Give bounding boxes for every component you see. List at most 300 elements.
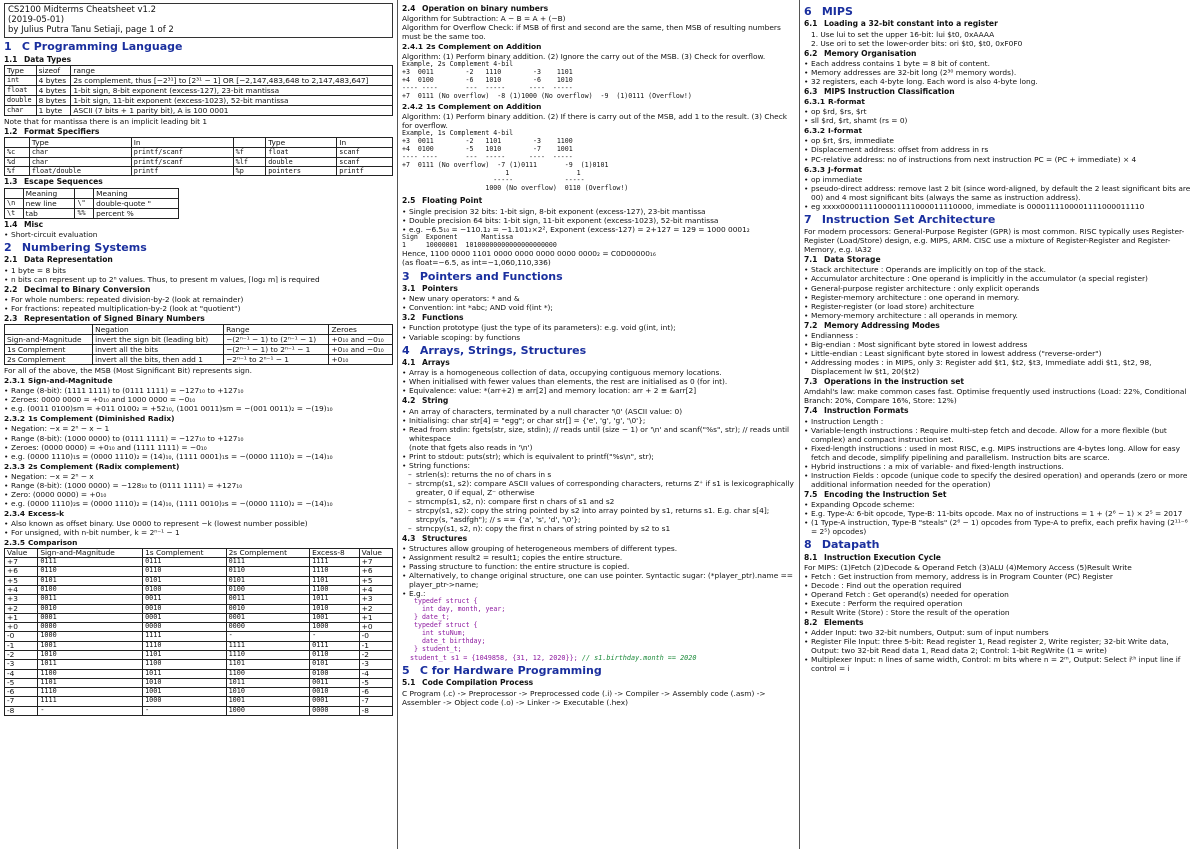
float-as: (as float=−6.5, as int=−1,060,110,336) [402, 258, 551, 268]
table-cell: 0010 [143, 604, 227, 613]
float-bits-example: Sign Exponent Mantissa 1 10000001 10100000000000000000000 [402, 232, 557, 249]
column-header: In [131, 138, 233, 148]
table-cell: 0010 [38, 604, 143, 613]
subsubsection-heading: 6.3.2 I-format [804, 126, 862, 136]
list-item: • Variable scoping: by functions [402, 333, 795, 342]
table-row [5, 688, 393, 697]
section-heading: 6 MIPS [804, 5, 853, 18]
table-cell: printf [131, 166, 233, 175]
table-cell: printf/scanf [131, 148, 233, 157]
table-cell: 0001 [143, 613, 227, 622]
table-cell: +4 [359, 586, 392, 595]
list-item: • op $rt, $rs, immediate [804, 136, 1196, 145]
list-item: • Little-endian : Least significant byte stored in lowest address ("reverse-order") [804, 349, 1196, 358]
list-item: • Accumulator architecture : One operand is implicitly in the accumulator (a special register) [804, 274, 1196, 283]
table-cell: printf [337, 166, 393, 175]
table-cell: 0110 [143, 567, 227, 576]
list-item: • Memory addresses are 32-bit long (2³⁰ memory words). [804, 68, 1196, 77]
table-cell: -7 [5, 697, 38, 706]
table-cell: scanf [337, 157, 393, 166]
list-item: • Displacement address: offset from address in rs [804, 145, 1196, 154]
ones-complement-list [4, 424, 393, 460]
table-row [5, 148, 393, 157]
table-cell: -8 [359, 706, 392, 715]
list-item: • Read from stdin: fgets(str, size, stdin); // reads until (size − 1) or '\n' and scanf("%s", str); // reads until whitespace [402, 425, 795, 443]
column-header: Type [266, 138, 337, 148]
table-cell: −(2ⁿ⁻¹ − 1) to 2ⁿ⁻¹ − 1 [224, 345, 329, 355]
table-cell: -4 [5, 669, 38, 678]
load32-list [804, 30, 1196, 48]
misc-list [4, 230, 393, 239]
table-cell: Sign-and-Magnitude [5, 335, 93, 345]
table-row [5, 632, 393, 641]
table-cell: 0001 [310, 697, 360, 706]
subsection-heading: 4.2 String [402, 396, 449, 406]
list-item: • Instruction Fields : opcode (unique code to specify the desired operation) and operands (zero or more additional information needed for the operation) [804, 471, 1196, 489]
table-cell: - [38, 706, 143, 715]
list-item: – strncmp(s1, s2, n): compare first n chars of s1 and s2 [402, 497, 795, 506]
table-cell: 0000 [310, 706, 360, 715]
table-header-row [5, 325, 393, 335]
cycle-intro: For MIPS: (1)Fetch (2)Decode & Operand Fetch (3)ALU (4)Memory Access (5)Result Write [804, 562, 1132, 572]
subsubsection-heading: 2.3.2 1s Complement (Diminished Radix) [4, 414, 175, 424]
list-item: • Fixed-length instructions : used in most RISC, e.g. MIPS instructions are 4-bytes long. Allow for easy fetch and decode, simplify pipelining and parallelism. Instruction bits are scarce. [804, 444, 1196, 462]
operations-text: Amdahl's law: make common cases fast. Optimise frequently used instructions (Load: 22%, Conditional Branch: 20%, Compare 16%, Store: 12%) [804, 387, 1187, 406]
table-cell: %p [233, 166, 266, 175]
list-item: • Initialising: char str[4] = "egg"; or char str[] = {'e', 'g', 'g', '\0'}; [402, 416, 795, 425]
pointers-list [402, 294, 795, 312]
list-item: • 1 byte = 8 bits [4, 266, 393, 275]
list-item: • op immediate [804, 175, 1196, 184]
table-cell: -2 [5, 650, 38, 659]
list-item: • Register File Input: three 5-bit: Read register 1, Read register 2, Write register; 32-bit Write data, Output: two 32-bit Read data 1, Read data 2; Control: 1-bit RegWrite (1 = write) [804, 637, 1196, 655]
list-item: • Structures allow grouping of heterogeneous members of different types. [402, 544, 795, 553]
list-item: • sll $rd, $rt, shamt (rs = 0) [804, 116, 1196, 125]
section-heading: 8 Datapath [804, 538, 880, 552]
table-cell: %% [75, 208, 94, 218]
table-cell: 1110 [310, 567, 360, 576]
list-item: • Memory-memory architecture : all operands in memory. [804, 311, 1196, 320]
list-item: – strcmp(s1, s2): compare ASCII values of corresponding characters, returns Z⁺ if s1 is lexicographically greater, 0 if equal, Z⁻ otherwise [402, 479, 795, 497]
table-cell: invert all the bits, then add 1 [93, 355, 224, 365]
data-storage-list [804, 265, 1196, 319]
floating-point-list [402, 207, 795, 234]
list-item: • Endianness : [804, 331, 1196, 340]
table-cell: 1010 [226, 688, 310, 697]
list-item: • Assignment result2 = result1; copies the entire structure. [402, 553, 795, 562]
list-item: • Addressing modes : in MIPS, only 3: Register add $t1, $t2, $t3, Immediate addi $t1, $t2, 98, Displacement lw $t1, 20($t2) [804, 358, 1196, 376]
datatypes-note: Note that for mantissa there is an implicit leading bit 1 [4, 117, 208, 127]
list-item: • New unary operators: * and & [402, 294, 795, 303]
list-item: • Zeroes: (0000 0000) = +0₁₀ and (1111 1111) = −0₁₀ [4, 443, 393, 452]
memory-organisation-list [804, 59, 1196, 86]
list-item: 1. Use lui to set the upper 16-bit: lui $t0, 0xAAAA [811, 29, 995, 39]
table-cell: 1111 [143, 632, 227, 641]
subsubsection-heading: 2.4.2 1s Complement on Addition [402, 101, 542, 111]
list-item: • For fractions: repeated multiplication-by-2 (look at "quotient") [4, 304, 393, 313]
table-cell: 0100 [143, 586, 227, 595]
table-cell: double-quote " [94, 198, 179, 208]
table-row [5, 613, 393, 622]
table-cell: 0100 [310, 669, 360, 678]
arrays-list [402, 368, 795, 395]
subsection-heading: 8.2 Elements [804, 618, 864, 628]
table-cell: tab [23, 208, 75, 218]
table-cell: -3 [5, 660, 38, 669]
doc-title: CS2100 Midterms Cheatsheet v1.2 [8, 5, 157, 15]
table-cell: +0₁₀ and −0₁₀ [329, 345, 393, 355]
table-cell: +1 [359, 613, 392, 622]
subsection-heading: 6.2 Memory Organisation [804, 48, 917, 58]
signed-representation-table [4, 324, 393, 365]
column-header [5, 138, 30, 148]
subsubsection-heading: 2.3.4 Excess-k [4, 508, 64, 518]
table-cell: 0000 [226, 623, 310, 632]
table-cell: 0000 [143, 623, 227, 632]
list-item: • Instruction Length : [804, 417, 1196, 426]
list-item: • Each address contains 1 byte = 8 bit of content. [804, 59, 1196, 68]
table-cell: char [5, 106, 37, 116]
table-cell: +7 [5, 558, 38, 567]
table-cell: +4 [5, 586, 38, 595]
list-item: – strlen(s): returns the no of chars in s [402, 470, 795, 479]
table-cell: +6 [359, 567, 392, 576]
string-list-2 [402, 452, 795, 470]
table-row [5, 345, 393, 355]
table-cell: 2s complement, thus [−2³¹] to [2³¹ − 1] OR [−2,147,483,648 to 2,147,483,647] [71, 75, 393, 85]
table-cell: 0101 [143, 576, 227, 585]
dec2bin-list [4, 295, 393, 313]
subsection-heading: 6.3 MIPS Instruction Classification [804, 87, 955, 97]
column-header: Value [5, 548, 38, 557]
table-cell: scanf [337, 148, 393, 157]
table-cell: 1-bit sign, 11-bit exponent (excess-1023), 52-bit mantissa [71, 96, 393, 106]
subsection-heading: 7.5 Encoding the Instruction Set [804, 489, 947, 499]
table-cell: -3 [359, 660, 392, 669]
list-item: • Short-circuit evaluation [4, 230, 393, 239]
table-cell: 1000 [226, 706, 310, 715]
table-cell: 1010 [38, 650, 143, 659]
table-cell: 1s Complement [5, 345, 93, 355]
table-cell: 1101 [143, 650, 227, 659]
section-heading: 7 Instruction Set Architecture [804, 212, 996, 226]
doc-author: by Julius Putra Tanu Setiaji, page 1 of 2 [8, 24, 174, 35]
table-row [5, 604, 393, 613]
subtraction-algorithm: Algorithm for Subtraction: A − B = A + (−B) [402, 14, 566, 24]
list-item: • Array is a homogeneous collection of data, occupying contiguous memory locations. [402, 368, 795, 377]
subsubsection-heading: 2.3.5 Comparison [4, 537, 78, 547]
table-header-row [5, 188, 179, 198]
list-item: • String functions: [402, 461, 795, 470]
table-cell: +3 [5, 595, 38, 604]
column-header: range [71, 65, 393, 75]
i-format-list [804, 136, 1196, 163]
subsection-heading: 7.3 Operations in the instruction set [804, 377, 965, 387]
list-item: • Big-endian : Most significant byte stored in lowest address [804, 340, 1196, 349]
list-item: • Single precision 32 bits: 1-bit sign, 8-bit exponent (excess-127), 23-bit mantissa [402, 207, 795, 216]
subsection-heading: 3.1 Pointers [402, 283, 458, 293]
table-cell: 0101 [38, 576, 143, 585]
table-cell: %lf [233, 157, 266, 166]
table-cell: 1100 [310, 586, 360, 595]
addressing-modes-list [804, 331, 1196, 376]
table-cell: 0111 [226, 558, 310, 567]
list-item: • op $rd, $rs, $rt [804, 107, 1196, 116]
table-cell: new line [23, 198, 75, 208]
section-heading: 2 Numbering Systems [4, 240, 147, 254]
table-cell: 1-bit sign, 8-bit exponent (excess-127), 23-bit mantissa [71, 86, 393, 96]
table-row [5, 706, 393, 715]
table-cell: +5 [5, 576, 38, 585]
table-cell: 0110 [38, 567, 143, 576]
list-item: • Passing structure to function: the entire structure is copied. [402, 562, 795, 571]
table-cell: 2s Complement [5, 355, 93, 365]
table-cell: 4 bytes [36, 86, 71, 96]
column-2 [398, 0, 800, 849]
document-header [4, 3, 393, 38]
list-item: • n bits can represent up to 2ⁿ values. Thus, to present m values, ⌈log₂ m⌉ is required [4, 275, 393, 284]
signed-note: For all of the above, the MSB (Most Significant Bit) represents sign. [4, 366, 252, 376]
column-header: Negation [93, 325, 224, 335]
table-cell: -1 [359, 641, 392, 650]
subsection-heading: 7.2 Memory Addressing Modes [804, 320, 940, 330]
table-cell: percent % [94, 208, 179, 218]
subsubsection-heading: 2.3.3 2s Complement (Radix complement) [4, 461, 180, 471]
table-cell: double [266, 157, 337, 166]
list-item: • Operand Fetch : Get operand(s) needed for operation [804, 590, 1196, 599]
list-item: • Print to stdout: puts(str); which is equivalent to printf("%s\n", str); [402, 452, 795, 461]
table-cell: invert all the bits [93, 345, 224, 355]
list-item: • Expanding Opcode scheme: [804, 500, 1196, 509]
subsection-heading: 4.1 Arrays [402, 357, 450, 367]
table-cell: 1100 [38, 669, 143, 678]
isa-intro: For modern processors: General-Purpose Register (GPR) is most common. RISC typically uses Register-Register (Load/Store) design, e.g. MIPS, ARM. CISC use a mixture of Register-Register and Register-Memory, e.g. IA32 [804, 227, 1185, 255]
table-cell: 4 bytes [36, 75, 71, 85]
table-cell: 0100 [38, 586, 143, 595]
column-header [5, 325, 93, 335]
table-cell: +2 [5, 604, 38, 613]
list-item: • eg xxxx0000111100001111000011110000, immediate is 0000111100001111000011110 [804, 202, 1196, 211]
table-row [5, 678, 393, 687]
list-item: • e.g. −6.5₁₀ = −110.1₂ = −1.101₂×2², Exponent (excess-127) = 2+127 = 129 = 1000 0001₂ [402, 225, 795, 234]
list-item: • General-purpose register architecture : only explicit operands [804, 284, 1196, 293]
table-cell: -4 [359, 669, 392, 678]
section-heading: 3 Pointers and Functions [402, 269, 563, 283]
table-header-row [5, 65, 393, 75]
datapath-elements-list [804, 628, 1196, 673]
table-cell: %d [5, 157, 30, 166]
format-specifiers-table [4, 137, 393, 176]
list-item: • Convention: int *abc; AND void f(int *); [402, 303, 795, 312]
overflow-algorithm: Algorithm for Overflow Check: if MSB of first and second are the same, then MSB of resulting numbers must be the same too. [402, 23, 781, 42]
table-cell: 1011 [226, 678, 310, 687]
table-cell: 1101 [310, 576, 360, 585]
subsection-heading: 7.1 Data Storage [804, 255, 881, 265]
table-row [5, 208, 179, 218]
table-cell: 0011 [38, 595, 143, 604]
table-cell: float/double [29, 166, 131, 175]
table-cell: -6 [359, 688, 392, 697]
table-cell: 1011 [310, 595, 360, 604]
list-item: – strncpy(s1, s2, n): copy the first n chars of string pointed by s2 to s1 [402, 524, 795, 533]
table-cell: invert the sign bit (leading bit) [93, 335, 224, 345]
column-header: Range [224, 325, 329, 335]
struct-code-example: typedef struct { int day, month, year; } date_t; typedef struct { int stuNum; date_t birthday; } student_t; [414, 597, 506, 653]
table-row [5, 335, 393, 345]
table-cell: 0111 [310, 641, 360, 650]
table-row [5, 586, 393, 595]
twos-addition-example: Example, 2s Complement 4-bil +3 0011 -2 1110 -3 1101 +4 0100 -6 1010 -6 1010 ---- ---- --- ----- ---- ----- +7 0111 (No overflow) -8 (1)1000 (No overflow) -9 (1)0111 (Overflow!) [402, 60, 692, 101]
table-cell: 1110 [143, 641, 227, 650]
list-item: • Alternatively, to change original structure, one can use pointer. Syntactic sugar: (*player_ptr).name == player_ptr->name; [402, 571, 795, 589]
table-cell: -2 [359, 650, 392, 659]
list-item: • Function prototype (just the type of its parameters): e.g. void g(int, int); [402, 323, 795, 332]
table-cell: 0100 [226, 586, 310, 595]
table-row [5, 355, 393, 365]
table-cell: 0011 [143, 595, 227, 604]
table-cell: 0111 [143, 558, 227, 567]
list-item: • Variable-length instructions : Require multi-step fetch and decode. Allow for a more flexible (but complex) and compact instruction set. [804, 426, 1196, 444]
table-cell: -1 [5, 641, 38, 650]
table-row [5, 198, 179, 208]
subsubsection-heading: 2.4.1 2s Complement on Addition [402, 42, 542, 52]
table-row [5, 106, 393, 116]
column-header: Sign-and-Magnitude [38, 548, 143, 557]
doc-date: (2019-05-01) [8, 14, 65, 25]
table-row [5, 96, 393, 106]
table-row [5, 75, 393, 85]
subsection-heading: 4.3 Structures [402, 533, 468, 543]
table-cell: 1001 [310, 613, 360, 622]
table-cell: 0010 [226, 604, 310, 613]
table-row [5, 166, 393, 175]
table-cell: +5 [359, 576, 392, 585]
column-header: Type [29, 138, 131, 148]
list-item: • For unsigned, with n-bit number, k = 2ⁿ⁻¹ − 1 [4, 528, 393, 537]
subsection-heading: 1.4 Misc [4, 219, 44, 229]
list-item: • Equivalence: value: *(arr+2) ≡ arr[2] and memory location: arr + 2 ≡ &arr[2] [402, 386, 795, 395]
column-header: Value [359, 548, 392, 557]
table-row [5, 595, 393, 604]
list-item: – strcpy(s1, s2): copy the string pointed by s2 into array pointed by s1, returns s1. E.g. char s[4]; strcpy(s, "asdfgh"); // s == {'a', 's', 'd', '\0'}; [402, 506, 795, 524]
subsubsection-heading: 6.3.1 R-format [804, 97, 865, 107]
table-cell: 0110 [226, 567, 310, 576]
float-hence: Hence, 1100 0000 1101 0000 0000 0000 0000 0000₂ = C0D00000₁₆ [402, 249, 656, 259]
section-heading: 5 C for Hardware Programming [402, 664, 602, 678]
table-cell: - [143, 706, 227, 715]
table-cell: −2ⁿ⁻¹ to 2ⁿ⁻¹ − 1 [224, 355, 329, 365]
execution-cycle-list [804, 572, 1196, 617]
table-cell: 8 bytes [36, 96, 71, 106]
table-cell: 1010 [143, 678, 227, 687]
subsubsection-heading: 2.3.1 Sign-and-Magnitude [4, 376, 113, 386]
table-cell: char [29, 148, 131, 157]
table-cell: 1111 [38, 697, 143, 706]
column-header: 1s Complement [143, 548, 227, 557]
table-cell: -5 [5, 678, 38, 687]
list-item: • Decode : Find out the operation required [804, 581, 1196, 590]
table-cell: 1 byte [36, 106, 71, 116]
subsection-heading: 1.1 Data Types [4, 54, 72, 64]
table-cell: +3 [359, 595, 392, 604]
table-cell: 1010 [310, 604, 360, 613]
table-cell: 0011 [310, 678, 360, 687]
list-item: • Adder Input: two 32-bit numbers, Output: sum of input numbers [804, 628, 1196, 637]
table-cell: +2 [359, 604, 392, 613]
table-cell: 1101 [226, 660, 310, 669]
list-item: 2. Use ori to set the lower-order bits: ori $t0, $t0, 0xF0F0 [811, 38, 1023, 48]
table-cell: 1110 [38, 688, 143, 697]
table-cell: 1001 [143, 688, 227, 697]
table-header-row [5, 138, 393, 148]
table-row [5, 650, 393, 659]
list-item: • e.g. (0000 1110)₂s = (0000 1110)₂ = (14)₁₀, (1111 0010)₂s = −(0000 1110)₂ = −(14)₁₀ [4, 499, 393, 508]
datatypes-table [4, 65, 393, 116]
list-item: • Fetch : Get instruction from memory, address is in Program Counter (PC) Register [804, 572, 1196, 581]
column-header [233, 138, 266, 148]
list-item: • Multiplexer Input: n lines of same width, Control: m bits where n = 2ᵐ, Output: Select iᵗʰ input line if control = i [804, 655, 1196, 673]
list-item: • Also known as offset binary. Use 0000 to represent −k (lowest number possible) [4, 519, 393, 528]
column-header: Zeroes [329, 325, 393, 335]
table-row [5, 660, 393, 669]
column-header: sizeof [36, 65, 71, 75]
list-item: • PC-relative address: no of instructions from next instruction PC = (PC + immediate) × 4 [804, 155, 1196, 164]
table-cell: float [5, 86, 37, 96]
subsection-heading: 2.2 Decimal to Binary Conversion [4, 284, 151, 294]
list-item: • 32 registers, each 4-byte long. Each word is also 4-byte long. [804, 77, 1196, 86]
table-cell: 1011 [143, 669, 227, 678]
table-cell: +1 [5, 613, 38, 622]
subsubsection-heading: 6.3.3 J-format [804, 164, 862, 174]
list-item: • Negation: −x = 2ⁿ − x − 1 [4, 424, 393, 433]
list-item: • Register-register (or load store) architecture [804, 302, 1196, 311]
table-cell: 0000 [38, 623, 143, 632]
table-cell: -5 [359, 678, 392, 687]
subsection-heading: 2.3 Representation of Signed Binary Numbers [4, 313, 205, 323]
table-cell: 0001 [226, 613, 310, 622]
twos-complement-list [4, 472, 393, 508]
data-representation-list [4, 266, 393, 284]
struct-code-last [402, 654, 795, 662]
list-item: • Zeroes: 0000 0000 = +0₁₀ and 1000 0000 = −0₁₀ [4, 395, 393, 404]
comparison-table [4, 548, 393, 716]
sign-magnitude-list [4, 386, 393, 413]
table-cell: 0111 [38, 558, 143, 567]
table-cell: −(2ⁿ⁻¹ − 1) to (2ⁿ⁻¹ − 1) [224, 335, 329, 345]
column-3 [800, 0, 1200, 849]
list-item: • Range (8-bit): (1000 0000) = −128₁₀ to (0111 1111) = +127₁₀ [4, 481, 393, 490]
list-item: • Register-memory architecture : one operand in memory. [804, 293, 1196, 302]
table-cell: +0₁₀ [329, 355, 393, 365]
string-list [402, 407, 795, 443]
table-cell: 0001 [38, 613, 143, 622]
table-row [5, 641, 393, 650]
list-item: • E.g.: [402, 589, 795, 598]
table-cell: -0 [359, 632, 392, 641]
list-item: • Stack architecture : Operands are implicitly on top of the stack. [804, 265, 1196, 274]
table-cell: 0101 [226, 576, 310, 585]
list-item: • Hybrid instructions : a mix of variable- and fixed-length instructions. [804, 462, 1196, 471]
subsection-heading: 2.4 Operation on binary numbers [402, 4, 549, 13]
encoding-list [804, 500, 1196, 536]
list-item: • Result Write (Store) : Store the result of the operation [804, 608, 1196, 617]
table-row [5, 567, 393, 576]
table-cell: -8 [5, 706, 38, 715]
functions-list [402, 323, 795, 341]
list-item: • Range (8-bit): (1000 0000) to (0111 1111) = −127₁₀ to +127₁₀ [4, 434, 393, 443]
table-cell: 0110 [310, 650, 360, 659]
table-cell: 1001 [38, 641, 143, 650]
